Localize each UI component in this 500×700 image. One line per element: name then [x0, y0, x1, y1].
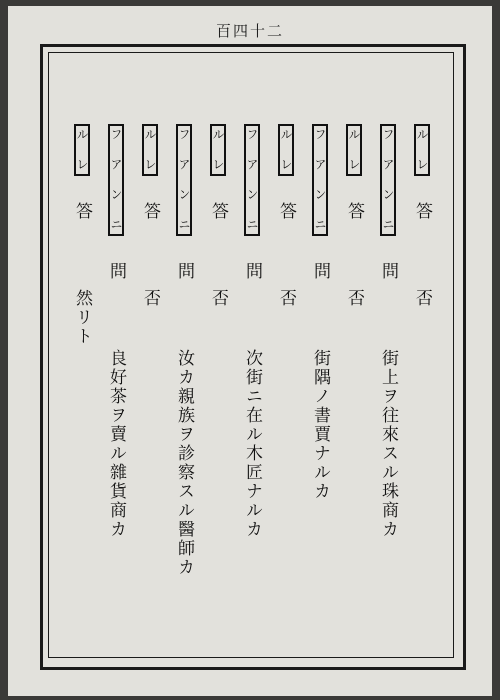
line-marker: 答: [72, 202, 92, 221]
line-marker: 答: [140, 202, 160, 221]
page-number: 百四十二: [215, 22, 284, 40]
dialogue-line-10: [107, 124, 124, 539]
speaker-label: ル レ: [346, 124, 362, 176]
dialogue-line-4: [311, 124, 328, 501]
line-text: 良好茶ヲ賣ル雜貨商カ: [106, 349, 126, 539]
dialogue-line-9: [141, 124, 158, 308]
speaker-label: ル レ: [414, 124, 430, 176]
line-marker: 問: [242, 262, 262, 281]
line-marker: 答: [344, 202, 364, 221]
line-marker: 問: [106, 262, 126, 281]
line-text: 然リト: [72, 289, 92, 346]
line-text: 汝カ親族ヲ診察スル醫師カ: [174, 349, 194, 577]
dialogue-line-8: [175, 124, 192, 577]
speaker-label: ル レ: [142, 124, 158, 176]
speaker-label: フ ア ン ニ: [380, 124, 396, 236]
speaker-label: フ ア ン ニ: [244, 124, 260, 236]
line-marker: 問: [174, 262, 194, 281]
speaker-label: ル レ: [278, 124, 294, 176]
dialogue-line-7: [209, 124, 226, 308]
line-text: 街隅ノ書賈ナルカ: [310, 349, 330, 501]
speaker-label: フ ア ン ニ: [176, 124, 192, 236]
line-marker: 答: [412, 202, 432, 221]
line-text: 否: [208, 289, 228, 308]
speaker-label: ル レ: [210, 124, 226, 176]
dialogue-line-6: [243, 124, 260, 539]
line-text: 街上ヲ往來スル珠商カ: [378, 349, 398, 539]
line-marker: 答: [208, 202, 228, 221]
dialogue-line-2: [379, 124, 396, 539]
speaker-label: ル レ: [74, 124, 90, 176]
speaker-label: フ ア ン ニ: [312, 124, 328, 236]
line-marker: 問: [378, 262, 398, 281]
dialogue-line-1: [413, 124, 430, 308]
line-text: 次街ニ在ル木匠ナルカ: [242, 349, 262, 539]
line-text: 否: [140, 289, 160, 308]
book-page: [8, 6, 492, 696]
line-text: 否: [344, 289, 364, 308]
line-text: 否: [276, 289, 296, 308]
line-text: 否: [412, 289, 432, 308]
dialogue-line-3: [345, 124, 362, 308]
dialogue-line-11: [73, 124, 90, 346]
line-marker: 問: [310, 262, 330, 281]
dialogue-line-5: [277, 124, 294, 308]
speaker-label: フ ア ン ニ: [108, 124, 124, 236]
line-marker: 答: [276, 202, 296, 221]
